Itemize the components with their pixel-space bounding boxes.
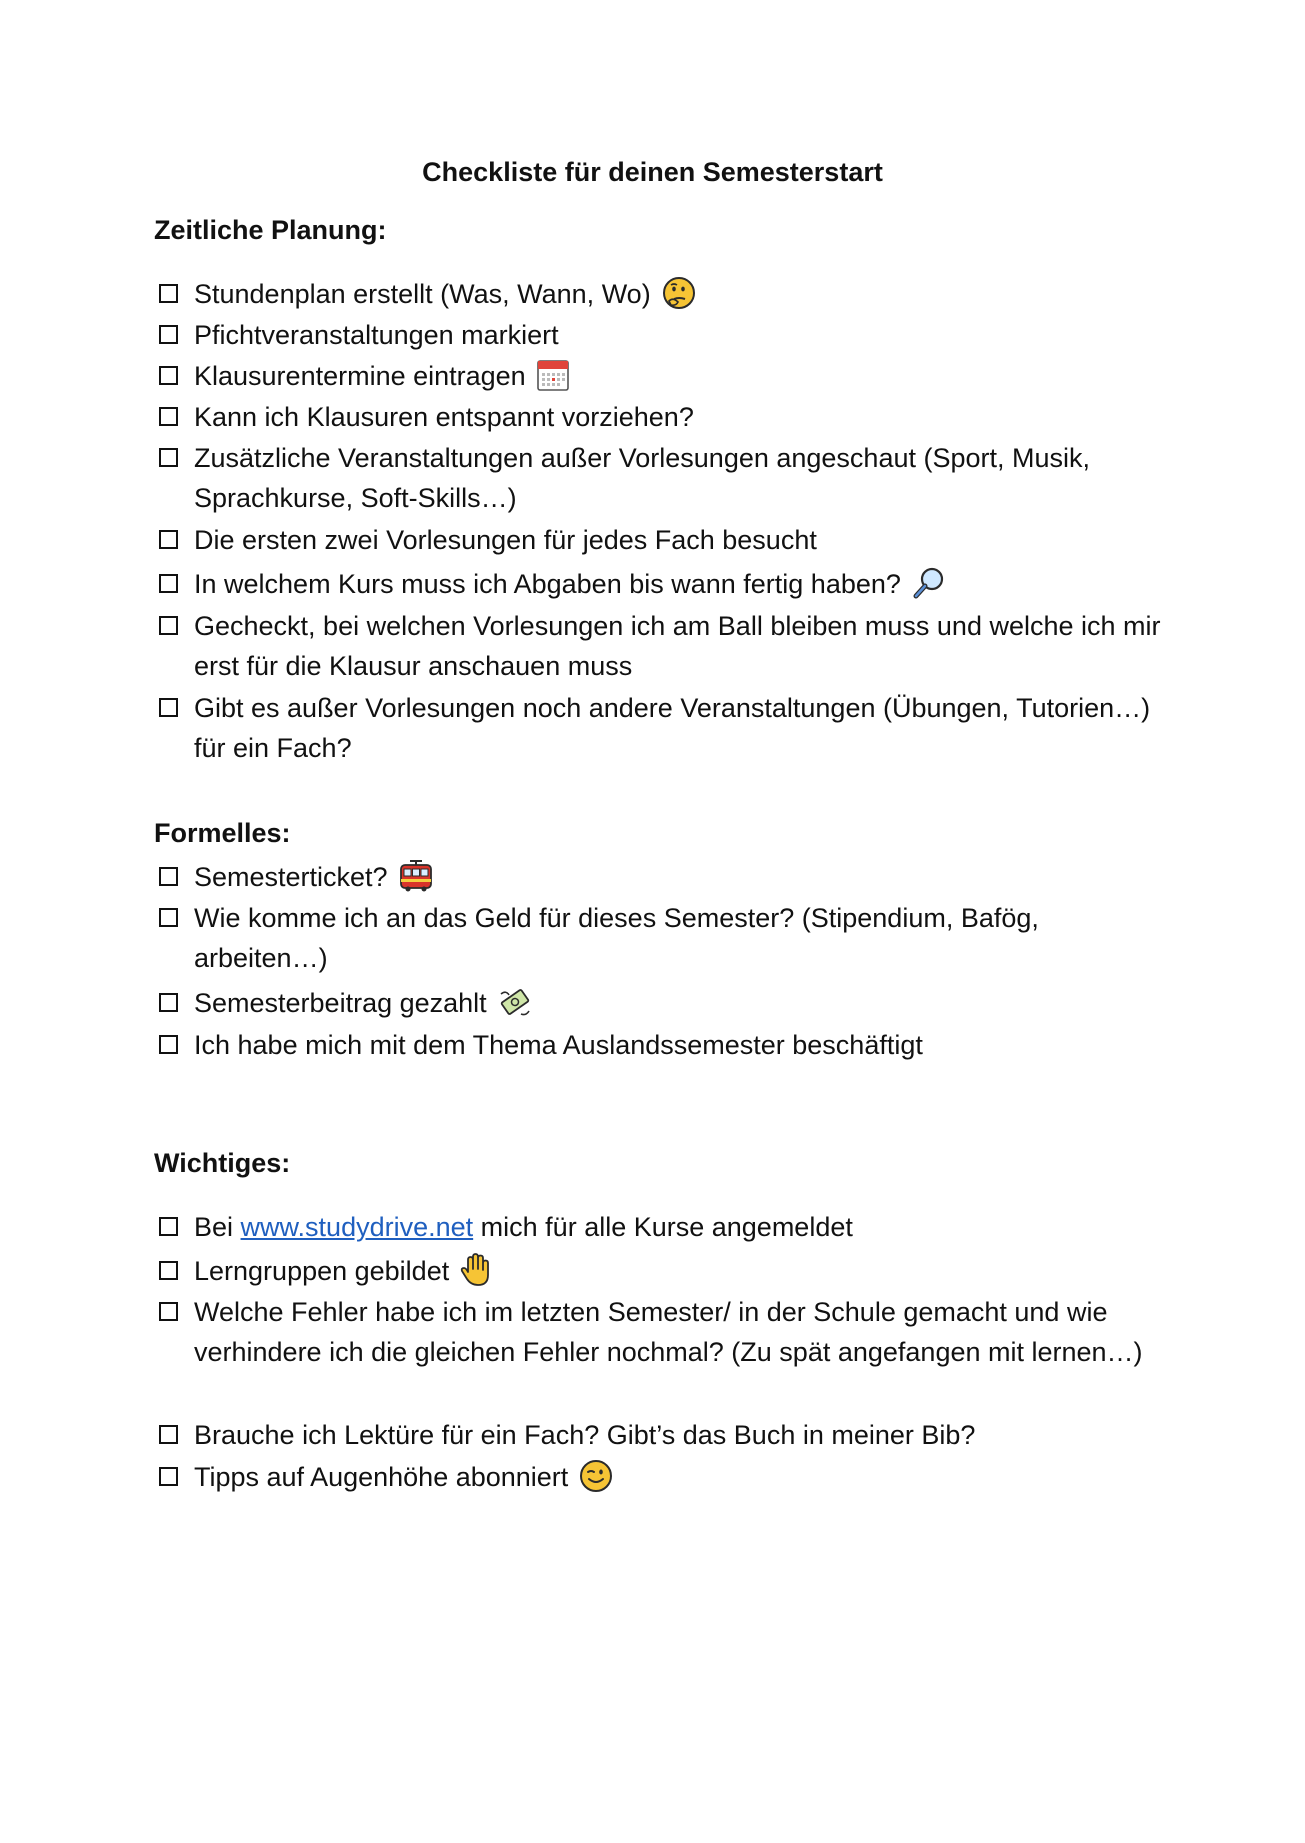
thinking-face-icon xyxy=(661,275,697,311)
checklist-item: Stundenplan erstellt (Was, Wann, Wo) xyxy=(154,274,1164,314)
checkbox[interactable] xyxy=(159,325,178,344)
checklist-item: Welche Fehler habe ich im letzten Semester/ in der Schule gemacht und wie verhindere ich die gleichen Fehler nochmal? (Zu spät angefangen mit lernen…) xyxy=(154,1292,1164,1372)
raised-hand-icon xyxy=(459,1252,493,1288)
section-heading-zeitliche-planung: Zeitliche Planung: xyxy=(154,215,387,245)
checkbox[interactable] xyxy=(159,1467,178,1486)
checkbox[interactable] xyxy=(159,574,178,593)
checkbox[interactable] xyxy=(159,530,178,549)
money-with-wings-icon xyxy=(497,984,533,1020)
calendar-icon xyxy=(536,358,570,392)
checklist-item: Kann ich Klausuren entspannt vorziehen? xyxy=(154,397,1164,437)
checkbox[interactable] xyxy=(159,1261,178,1280)
checkbox[interactable] xyxy=(159,908,178,927)
checkbox[interactable] xyxy=(159,1217,178,1236)
section-heading-formelles: Formelles: xyxy=(154,818,291,848)
checkbox[interactable] xyxy=(159,698,178,717)
tram-icon xyxy=(398,859,434,893)
checkbox[interactable] xyxy=(159,1425,178,1444)
checkbox[interactable] xyxy=(159,993,178,1012)
checklist-item: Tipps auf Augenhöhe abonniert xyxy=(154,1457,1164,1497)
page-title: Checkliste für deinen Semesterstart xyxy=(422,157,883,187)
checkbox[interactable] xyxy=(159,366,178,385)
checkbox[interactable] xyxy=(159,448,178,467)
checklist-item: Brauche ich Lektüre für ein Fach? Gibt’s das Buch in meiner Bib? xyxy=(154,1415,1164,1455)
section-heading-wichtiges: Wichtiges: xyxy=(154,1148,291,1178)
magnifying-glass-icon xyxy=(911,565,947,601)
checklist-item: Klausurentermine eintragen xyxy=(154,356,1164,396)
checkbox[interactable] xyxy=(159,867,178,886)
checklist-item: Semesterticket? xyxy=(154,857,1164,897)
checklist-item: Gibt es außer Vorlesungen noch andere Veranstaltungen (Übungen, Tutorien…) für ein Fach? xyxy=(154,688,1164,768)
checklist-item: Gecheckt, bei welchen Vorlesungen ich am Ball bleiben muss und welche ich mir erst für die Klausur anschauen muss xyxy=(154,606,1164,686)
checklist-item: Die ersten zwei Vorlesungen für jedes Fach besucht xyxy=(154,520,1164,560)
checklist-item: Zusätzliche Veranstaltungen außer Vorlesungen angeschaut (Sport, Musik, Sprachkurse, Soft-Skills…) xyxy=(154,438,1164,518)
checkbox[interactable] xyxy=(159,1302,178,1321)
checklist-item: Bei www.studydrive.net mich für alle Kurse angemeldet xyxy=(154,1207,1164,1247)
winking-face-icon xyxy=(578,1458,614,1494)
checkbox[interactable] xyxy=(159,284,178,303)
studydrive-link[interactable]: www.studydrive.net xyxy=(240,1212,474,1242)
checkbox[interactable] xyxy=(159,1035,178,1054)
checklist-item: Pfichtveranstaltungen markiert xyxy=(154,315,1164,355)
checkbox[interactable] xyxy=(159,407,178,426)
checklist-item: In welchem Kurs muss ich Abgaben bis wann fertig haben? xyxy=(154,564,1164,604)
checkbox[interactable] xyxy=(159,616,178,635)
checklist-item: Wie komme ich an das Geld für dieses Semester? (Stipendium, Bafög, arbeiten…) xyxy=(154,898,1164,978)
checklist-item: Ich habe mich mit dem Thema Auslandssemester beschäftigt xyxy=(154,1025,1164,1065)
checklist-item: Semesterbeitrag gezahlt xyxy=(154,983,1164,1023)
checklist-item: Lerngruppen gebildet xyxy=(154,1251,1164,1291)
